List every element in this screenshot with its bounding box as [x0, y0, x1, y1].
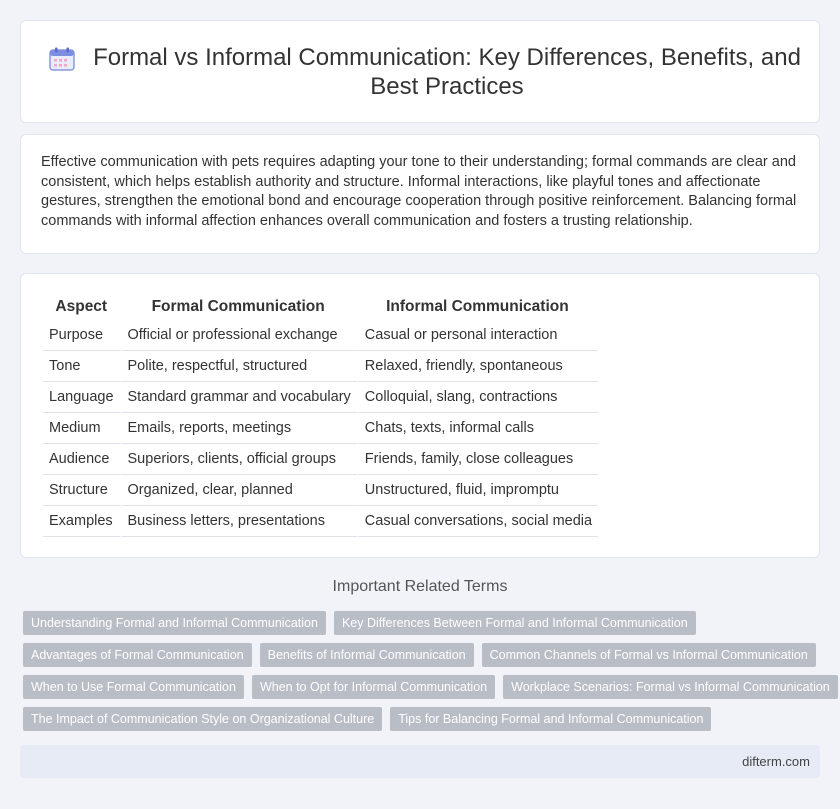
- cell-aspect: Purpose: [43, 320, 120, 351]
- table-row: [43, 506, 598, 537]
- cell-formal: Emails, reports, meetings: [120, 413, 357, 444]
- related-term-link[interactable]: Advantages of Formal Communication: [23, 643, 252, 667]
- cell-formal: Official or professional exchange: [120, 320, 357, 351]
- related-term-link[interactable]: When to Use Formal Communication: [23, 675, 244, 699]
- cell-aspect: Tone: [43, 351, 120, 382]
- cell-informal: Relaxed, friendly, spontaneous: [357, 351, 598, 382]
- cell-formal: Polite, respectful, structured: [120, 351, 357, 382]
- related-term-link[interactable]: Key Differences Between Formal and Informal Communication: [334, 611, 696, 635]
- comparison-card: [20, 273, 820, 558]
- cell-informal: Casual conversations, social media: [357, 506, 598, 537]
- header-aspect: Aspect: [55, 298, 108, 315]
- cell-aspect: Medium: [43, 413, 120, 444]
- related-term-link[interactable]: When to Opt for Informal Communication: [252, 675, 495, 699]
- table-row: [43, 351, 598, 382]
- related-term-link[interactable]: The Impact of Communication Style on Organizational Culture: [23, 707, 382, 731]
- cell-aspect: Examples: [43, 506, 120, 537]
- table-row: [43, 382, 598, 413]
- header-card: [20, 20, 820, 123]
- table-row: [43, 475, 598, 506]
- table-row: [43, 413, 598, 444]
- related-term-link[interactable]: Workplace Scenarios: Formal vs Informal Communication: [503, 675, 838, 699]
- footer: [20, 745, 820, 778]
- cell-informal: Unstructured, fluid, impromptu: [357, 475, 598, 506]
- cell-informal: Casual or personal interaction: [357, 320, 598, 351]
- related-terms-heading: Important Related Terms: [332, 578, 508, 595]
- related-term-link[interactable]: Benefits of Informal Communication: [260, 643, 474, 667]
- cell-aspect: Audience: [43, 444, 120, 475]
- related-terms-list: [23, 611, 830, 739]
- related-term-link[interactable]: Common Channels of Formal vs Informal Communication: [482, 643, 816, 667]
- intro-card: [20, 134, 820, 254]
- cell-aspect: Language: [43, 382, 120, 413]
- cell-formal: Standard grammar and vocabulary: [120, 382, 357, 413]
- calendar-icon: [49, 47, 75, 71]
- cell-informal: Chats, texts, informal calls: [357, 413, 598, 444]
- intro-paragraph: Effective communication with pets requires adapting your tone to their understanding; formal commands are clear and consistent, which helps establish authority and structure. Informal interactions, like playful tones and affectionate gestures, strengthen the emotional bond and encourage cooperation through positive reinforcement. Balancing formal commands with informal affection enhances overall communication and fosters a trusting relationship.: [41, 154, 797, 229]
- cell-formal: Business letters, presentations: [120, 506, 357, 537]
- site-name[interactable]: difterm.com: [742, 754, 810, 769]
- page-title: Formal vs Informal Communication: Key Differences, Benefits, and Best Practices: [93, 44, 801, 100]
- cell-formal: Organized, clear, planned: [120, 475, 357, 506]
- comparison-table: [43, 294, 598, 537]
- related-term-link[interactable]: Tips for Balancing Formal and Informal Communication: [390, 707, 711, 731]
- header-informal: Informal Communication: [386, 298, 569, 315]
- table-header-row: [43, 294, 598, 320]
- header-formal: Formal Communication: [151, 298, 325, 315]
- cell-aspect: Structure: [43, 475, 120, 506]
- table-row: [43, 444, 598, 475]
- cell-informal: Colloquial, slang, contractions: [357, 382, 598, 413]
- related-term-link[interactable]: Understanding Formal and Informal Communication: [23, 611, 326, 635]
- cell-informal: Friends, family, close colleagues: [357, 444, 598, 475]
- cell-formal: Superiors, clients, official groups: [120, 444, 357, 475]
- table-row: [43, 320, 598, 351]
